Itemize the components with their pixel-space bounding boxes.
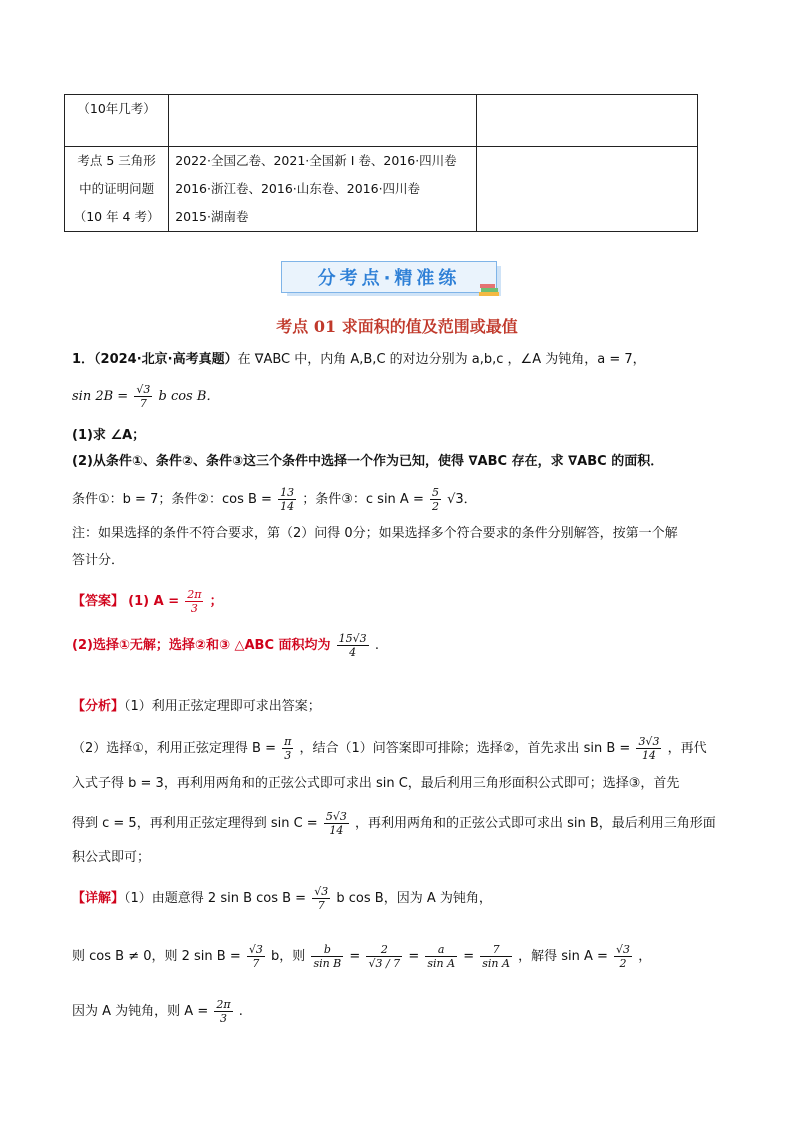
numerator: a: [425, 943, 457, 957]
fraction: [312, 885, 330, 912]
denominator: 3: [190, 602, 198, 615]
numerator: 15√3: [338, 632, 367, 645]
numerator: 2π: [187, 588, 202, 601]
banner-label: 分考点·精准练: [281, 261, 497, 293]
analysis-line: [72, 735, 707, 762]
question-stem-line: [72, 350, 646, 370]
question-number: 1．: [72, 352, 95, 367]
row2-col1-line: （10 年 4 考）: [73, 209, 160, 224]
question-source: （2024·北京·高考真题）: [94, 352, 238, 367]
numerator: 3√3: [638, 735, 660, 748]
denominator: 3: [284, 749, 292, 762]
denominator: 14: [280, 500, 295, 513]
fraction: [278, 486, 296, 513]
analysis-text: ，结合（1）问答案即可排除；选择②，首先求出 sin B =: [299, 741, 631, 756]
numerator: b: [311, 943, 343, 957]
denominator: 14: [641, 749, 656, 762]
fraction: [480, 943, 512, 970]
denominator: sin A: [482, 957, 510, 970]
analysis-text: （1）利用正弦定理即可求出答案；: [124, 699, 321, 714]
note-line: 答计分．: [72, 553, 125, 568]
denominator: 2: [431, 500, 439, 513]
numerator: 5√3: [325, 810, 347, 823]
analysis-line: 积公式即可；: [72, 850, 151, 865]
detail-text: ，解得 sin A =: [518, 949, 608, 964]
answer-text: (1) A =: [128, 594, 180, 609]
numerator: 2π: [216, 998, 231, 1011]
row2-col2-line: 2015·湖南卷: [175, 209, 249, 224]
analysis-text: ，再代: [667, 741, 707, 756]
detail-text: 则 cos B ≠ 0，则 2 sin B =: [72, 949, 241, 964]
question-part-2: (2)从条件①、条件②、条件③这三个条件中选择一个作为已知，使得 ∇ABC 存在，求 ∇ABC 的面积．: [72, 454, 664, 469]
row2-col2-line: 2022·全国乙卷、2021·全国新 I 卷、2016·四川卷: [175, 153, 457, 168]
fraction: [430, 486, 441, 513]
detail-text: b cos B，因为 A 为钝角，: [336, 891, 492, 906]
analysis-text: ，再利用两角和的正弦公式即可求出 sin B，最后利用三角形面: [355, 816, 716, 831]
detail-text: .: [238, 1004, 243, 1019]
numerator: 7: [480, 943, 512, 957]
detail-text: ，: [638, 949, 652, 964]
row2-col2-line: 2016·浙江卷、2016·山东卷、2016·四川卷: [175, 181, 421, 196]
denominator: 7: [139, 397, 147, 410]
fraction: [185, 588, 203, 615]
table-row: [65, 147, 698, 232]
equals-sign: =: [349, 949, 361, 964]
denominator: 7: [317, 899, 325, 912]
fraction: [366, 943, 402, 970]
answer-text: (2)选择①无解；选择②和③ △ABC 面积均为: [72, 638, 331, 653]
table-cell: [477, 95, 698, 147]
table-cell: [169, 95, 477, 147]
denominator: 3: [219, 1012, 227, 1025]
row1-col1-text: （10年几考）: [77, 101, 156, 116]
numerator: 2: [366, 943, 402, 957]
detail-text: b，则: [271, 949, 306, 964]
books-icon: [478, 283, 500, 297]
numerator: √3: [314, 885, 329, 898]
answer-line: [72, 588, 223, 615]
fraction: [214, 998, 232, 1025]
denominator: sin A: [427, 957, 456, 970]
equals-sign: =: [408, 949, 420, 964]
table-cell: [169, 147, 477, 232]
numerator: √3: [136, 383, 151, 396]
condition-text: √3．: [447, 492, 477, 507]
table-row: [65, 95, 698, 147]
formula-text: b cos B．: [158, 389, 220, 404]
analysis-text: 得到 c = 5，再利用正弦定理得到 sin C =: [72, 816, 318, 831]
detail-text: 因为 A 为钝角，则 A =: [72, 1004, 209, 1019]
fraction: [425, 943, 457, 970]
denominator: 7: [252, 957, 260, 970]
question-conditions: [72, 486, 477, 513]
fraction: [636, 735, 661, 762]
numerator: π: [284, 735, 292, 748]
fraction: [282, 735, 293, 762]
denominator: √3 / 7: [368, 957, 401, 970]
fraction: [247, 943, 265, 970]
denominator: 4: [349, 646, 357, 659]
numerator: √3: [616, 943, 631, 956]
question-part-1: (1)求 ∠A；: [72, 428, 146, 443]
condition-text: 条件①：b = 7；条件②：cos B =: [72, 492, 272, 507]
denominator: sin B: [313, 957, 342, 970]
detail-line: [72, 998, 243, 1025]
denominator: 14: [329, 824, 344, 837]
numerator: 13: [280, 486, 295, 499]
numerator: 5: [431, 486, 439, 499]
fraction: [134, 383, 152, 410]
answer-tag: 【答案】: [72, 594, 125, 609]
table-cell: [65, 95, 169, 147]
analysis-line: 入式子得 b = 3，再利用两角和的正弦公式即可求出 sin C，最后利用三角形面积公式即可；选择③，首先: [72, 776, 680, 791]
formula-text: sin 2B =: [72, 389, 129, 404]
numerator: √3: [248, 943, 263, 956]
analysis-line: [72, 697, 321, 717]
exam-point-table: [64, 94, 698, 232]
detail-line: [72, 885, 492, 912]
fraction: [614, 943, 632, 970]
detail-line: [72, 943, 651, 970]
table-cell: [477, 147, 698, 232]
table-cell: [65, 147, 169, 232]
denominator: 2: [619, 957, 627, 970]
answer-text: .: [374, 638, 379, 653]
analysis-line: [72, 810, 716, 837]
detail-tag: 【详解】: [72, 891, 125, 906]
analysis-text: （2）选择①，利用正弦定理得 B =: [72, 741, 277, 756]
fraction: [324, 810, 349, 837]
note-line: 注：如果选择的条件不符合要求，第（2）问得 0分；如果选择多个符合要求的条件分别解答，按第一个解: [72, 526, 678, 541]
section-banner: [281, 261, 503, 295]
section-title: 考点 01 求面积的值及范围或最值: [276, 317, 518, 336]
answer-line: [72, 632, 379, 659]
condition-text: ；条件③：c sin A =: [302, 492, 424, 507]
analysis-tag: 【分析】: [72, 699, 125, 714]
fraction: [337, 632, 369, 659]
fraction: [311, 943, 343, 970]
question-stem-line: [72, 383, 219, 410]
equals-sign: =: [463, 949, 475, 964]
row2-col1-line: 考点 5 三角形: [77, 153, 156, 168]
answer-text: ；: [209, 594, 223, 609]
question-stem: 在 ∇ABC 中，内角 A,B,C 的对边分别为 a,b,c ，∠A 为钝角，a = 7，: [237, 352, 646, 367]
detail-text: （1）由题意得 2 sin B cos B =: [124, 891, 307, 906]
row2-col1-line: 中的证明问题: [79, 181, 155, 196]
